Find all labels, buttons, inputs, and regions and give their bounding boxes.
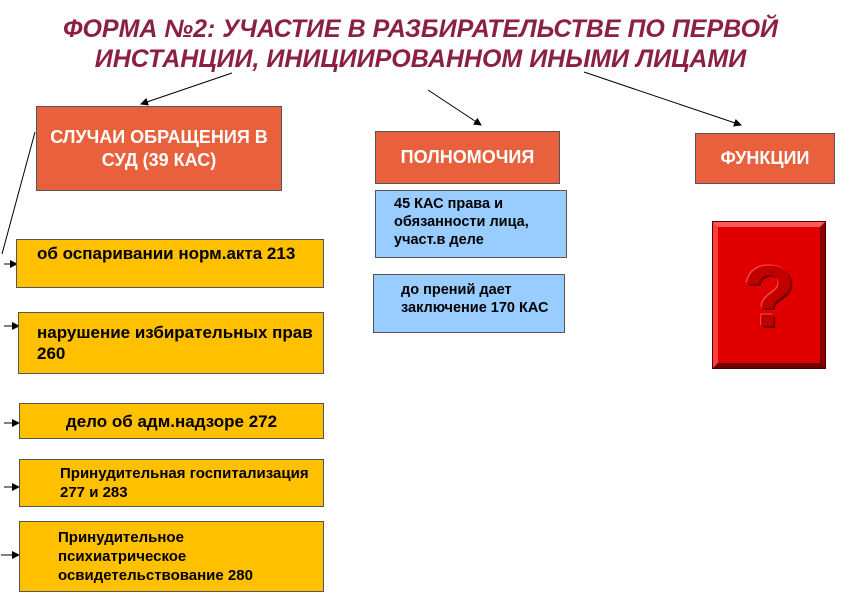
case-item-3-text: дело об адм.надзоре 272: [65, 411, 278, 431]
powers-header-label: ПОЛНОМОЧИЯ: [400, 147, 535, 167]
title-line-2: ИНСТАНЦИИ, ИНИЦИИРОВАННОМ ИНЫМИ ЛИЦАМИ: [94, 45, 747, 73]
power-item-2-text: до прений дает заключение 170 КАС: [401, 282, 549, 316]
case-item-1: [16, 239, 324, 288]
case-item-1-text: об оспаривании норм.акта 213: [37, 244, 296, 263]
case-item-3: [19, 403, 324, 439]
arrow-title-to-functions: [584, 72, 741, 125]
functions-question-box: [713, 222, 825, 368]
case-item-4: [19, 459, 324, 507]
question-mark-icon: ?: [742, 249, 796, 345]
case-item-5: [19, 521, 324, 592]
arrow-title-to-powers: [428, 90, 481, 125]
case-item-2: [18, 312, 324, 374]
power-item-1: [375, 190, 567, 258]
cases-trunk-line: [2, 132, 35, 254]
functions-header-box: [695, 133, 835, 184]
arrow-title-to-cases: [141, 73, 232, 104]
powers-header-box: [375, 131, 560, 184]
functions-header-label: ФУНКЦИИ: [720, 148, 810, 168]
power-item-2: [373, 274, 565, 333]
case-item-5-text: Принудительное психиатрическое освидетельствование 280: [58, 529, 253, 584]
cases-header-label: СЛУЧАИ ОБРАЩЕНИЯ В СУД (39 КАС): [50, 126, 268, 170]
case-item-4-text: Принудительная госпитализация 277 и 283: [60, 465, 309, 501]
cases-header-box: [36, 106, 282, 191]
title-line-1: ФОРМА №2: УЧАСТИЕ В РАЗБИРАТЕЛЬСТВЕ ПО ПЕРВОЙ: [62, 15, 779, 43]
power-item-1-text: 45 КАС права и обязанности лица, участ.в деле: [394, 196, 529, 248]
case-item-2-text: нарушение избирательных прав 260: [37, 323, 313, 363]
